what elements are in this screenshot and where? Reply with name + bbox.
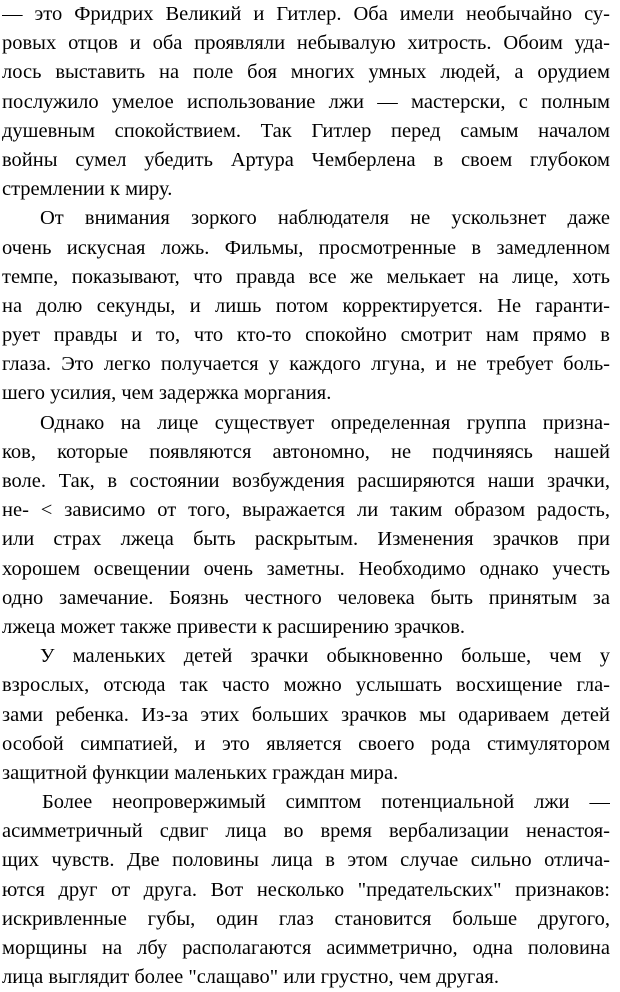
text-line: темпе, показывают, что правда все же мелькает на лице, хоть [2,265,610,288]
text-line: искривленные губы, один глаз становится больше другого, [2,907,610,930]
paragraph-1 [2,0,610,204]
text-line: защитной функции маленьких граждан мира. [2,761,399,784]
text-line: или страх лжеца быть раскрытым. Изменения зрачков при [2,528,610,551]
text-line: послужило умелое использование лжи — мастерски, с полным [2,90,610,113]
text-line: зами ребенка. Из-за этих больших зрачков мы одариваем детей [2,703,610,726]
text-line: очень искусная ложь. Фильмы, просмотренные в замедленном [2,236,610,259]
text-line: Более неопровержимый симптом потенциальной лжи — [42,791,610,814]
text-line: стремлении к миру. [2,178,173,201]
text-line: От внимания зоркого наблюдателя не ускользнет даже [40,207,610,230]
text-line: воле. Так, в состоянии возбуждения расширяются наши зрачки, [2,470,610,492]
text-line: глаза. Это легко получается у каждого лгуна, и не требует боль- [2,353,610,376]
text-line: ков, которые появляются автономно, не подчиняясь нашей [2,440,610,463]
text-line: Однако на лице существует определенная группа призна- [40,411,610,434]
text-line: особой симпатией, и это является своего рода стимулятором [2,732,610,755]
text-line: морщины на лбу располагаются асимметрично, одна половина [2,937,610,959]
text-line: асимметричный сдвиг лица во время вербализации ненастоя- [2,820,610,843]
text-line: У маленьких детей зрачки обыкновенно больше, чем у [40,645,610,668]
text-line: одно замечание. Боязнь честного человека быть принятым за [2,586,610,609]
text-line: хорошем освещении очень заметны. Необходимо однако учесть [2,557,610,580]
text-line: не- < зависимо от того, выражается ли таким образом радость, [2,499,610,522]
text-line: на долю секунды, и лишь потом корректируется. Не гаранти- [2,294,610,317]
text-line: ровых отцов и оба проявляли небывалую хитрость. Обоим уда- [2,32,610,55]
text-line: — это Фридрих Великий и Гитлер. Оба имели необычайно су- [2,3,610,25]
text-line: душевным спокойствием. Так Гитлер перед самым началом [2,119,610,142]
text-line: взрослых, отсюда так часто можно услышать восхищение гла- [2,674,610,697]
paragraph-2 [2,204,610,408]
text-line: щих чувств. Две половины лица в этом случае сильно отлича- [2,849,610,872]
text-line: лица выглядит более "слащаво" или грустно, чем другая. [2,966,499,989]
text-line: лось выставить на поле боя многих умных людей, а орудием [2,61,610,84]
text-line: войны сумел убедить Артура Чемберлена в своем глубоком [2,148,610,171]
paragraph-5 [2,788,610,992]
text-line: ются друг от друга. Вот несколько "предательских" признаков: [2,878,610,901]
text-line: лжеца может также привести к расширению зрачков. [2,615,466,638]
paragraph-4 [2,642,610,788]
paragraph-3 [2,409,610,643]
text-line: рует правды и то, что кто-то спокойно смотрит нам прямо в [2,324,610,347]
text-line: шего усилия, чем задержка моргания. [2,382,332,405]
